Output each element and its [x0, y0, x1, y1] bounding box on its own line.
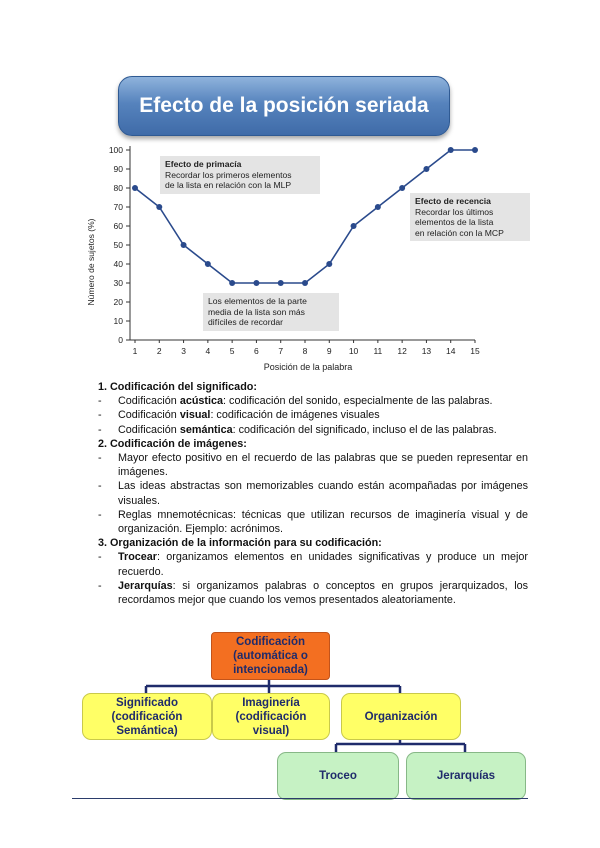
data-point — [423, 166, 429, 172]
callout-recencia-line: en relación con la MCP — [415, 227, 504, 238]
x-tick-label: 14 — [445, 346, 456, 356]
x-tick-label: 5 — [229, 346, 235, 356]
data-point — [132, 185, 138, 191]
data-point — [181, 242, 187, 248]
callout-medio-line: difíciles de recordar — [208, 317, 283, 327]
callout-primacia-line: Recordar los primeros elementos — [165, 169, 292, 180]
diagram-node-imagineria: Imaginería (codificación visual) — [212, 693, 330, 740]
x-tick-label: 9 — [326, 346, 332, 356]
section-list — [98, 394, 528, 437]
y-tick-label: 30 — [113, 278, 123, 288]
x-tick-label: 13 — [421, 346, 432, 356]
data-point — [205, 261, 211, 267]
x-tick-label: 12 — [397, 346, 407, 356]
list-item: - Reglas mnemotécnicas: técnicas que utilizan recursos de imaginería visual y de organización. Ejemplo: acrónimos. — [98, 508, 528, 536]
x-tick-label: 3 — [181, 346, 186, 356]
chart-ylabel: Número de sujetos (%) — [86, 218, 96, 306]
list-item: - Trocear: organizamos elementos en unidades significativas y produce un mejor recuerdo. — [98, 550, 528, 578]
x-tick-label: 6 — [254, 346, 259, 356]
data-point — [472, 147, 478, 153]
diagram-node-organizacion: Organización — [341, 693, 461, 740]
y-tick-label: 60 — [113, 221, 123, 231]
section-heading: 1. Codificación del significado: — [98, 381, 257, 393]
data-point — [375, 204, 381, 210]
callout-primacia-title: Efecto de primacía — [165, 159, 242, 169]
list-item: - Las ideas abstractas son memorizables cuando están acompañadas por imágenes visuales. — [98, 479, 528, 507]
data-point — [156, 204, 162, 210]
diagram-node-jerarquias: Jerarquías — [406, 752, 526, 800]
y-tick-label: 50 — [113, 240, 123, 250]
x-tick-label: 10 — [348, 346, 359, 356]
list-item: - Mayor efecto positivo en el recuerdo de las palabras que se pueden representar en imágenes. — [98, 451, 528, 479]
diagram-root-node: Codificación (automática o intencionada) — [211, 632, 330, 680]
y-tick-label: 40 — [113, 259, 123, 269]
data-point — [351, 223, 357, 229]
x-tick-label: 15 — [470, 346, 480, 356]
list-item: - Codificación semántica: codificación del significado, incluso el de las palabras. — [98, 423, 528, 437]
section-heading: 2. Codificación de imágenes: — [98, 437, 247, 450]
chart-xlabel: Posición de la palabra — [263, 362, 353, 372]
diagram-node-significado: Significado (codificación Semántica) — [82, 693, 212, 740]
data-point — [399, 185, 405, 191]
content — [98, 380, 528, 607]
data-point — [278, 280, 284, 286]
title-banner — [118, 76, 450, 136]
callout-primacia-line: de la lista en relación con la MLP — [165, 180, 292, 190]
data-point — [253, 280, 259, 286]
y-tick-label: 80 — [113, 183, 123, 193]
y-tick-label: 10 — [113, 316, 123, 326]
list-item: - Codificación acústica: codificación del sonido, especialmente de las palabras. — [98, 394, 528, 408]
section-list — [98, 550, 528, 607]
bottom-rule — [72, 798, 528, 799]
x-tick-label: 2 — [156, 346, 162, 356]
section-list — [98, 451, 528, 536]
y-tick-label: 70 — [113, 202, 123, 212]
data-point — [326, 261, 332, 267]
callout-medio-line: media de la lista son más — [208, 306, 305, 317]
y-tick-label: 0 — [118, 335, 123, 345]
callout-recencia-line: Recordar los últimos — [415, 206, 494, 217]
y-tick-label: 100 — [108, 145, 123, 155]
list-item: - Jerarquías: si organizamos palabras o conceptos en grupos jerarquizados, los recordamos mejor que cuando los vemos presentados aleatoriamente. — [98, 579, 528, 607]
x-tick-label: 8 — [302, 346, 308, 356]
data-point — [302, 280, 308, 286]
x-tick-label: 4 — [205, 346, 211, 356]
callout-medio — [203, 293, 339, 331]
list-item: - Codificación visual: codificación de imágenes visuales — [98, 408, 528, 422]
y-tick-label: 20 — [113, 297, 123, 307]
section-heading: 3. Organización de la información para su codificación: — [98, 537, 382, 550]
data-point — [229, 280, 235, 286]
x-tick-label: 7 — [278, 346, 284, 356]
x-tick-label: 1 — [132, 346, 138, 356]
x-tick-label: 11 — [373, 346, 383, 356]
diagram-node-troceo: Troceo — [277, 752, 399, 800]
y-tick-label: 90 — [113, 164, 123, 174]
callout-recencia-line: elementos de la lista — [415, 217, 494, 227]
callout-primacia — [160, 156, 320, 194]
callout-recencia — [410, 193, 530, 241]
callout-recencia-title: Efecto de recencia — [415, 196, 491, 206]
page-title: Efecto de la posición seriada — [139, 94, 429, 117]
data-point — [448, 147, 454, 153]
callout-medio-line: Los elementos de la parte — [208, 296, 307, 306]
